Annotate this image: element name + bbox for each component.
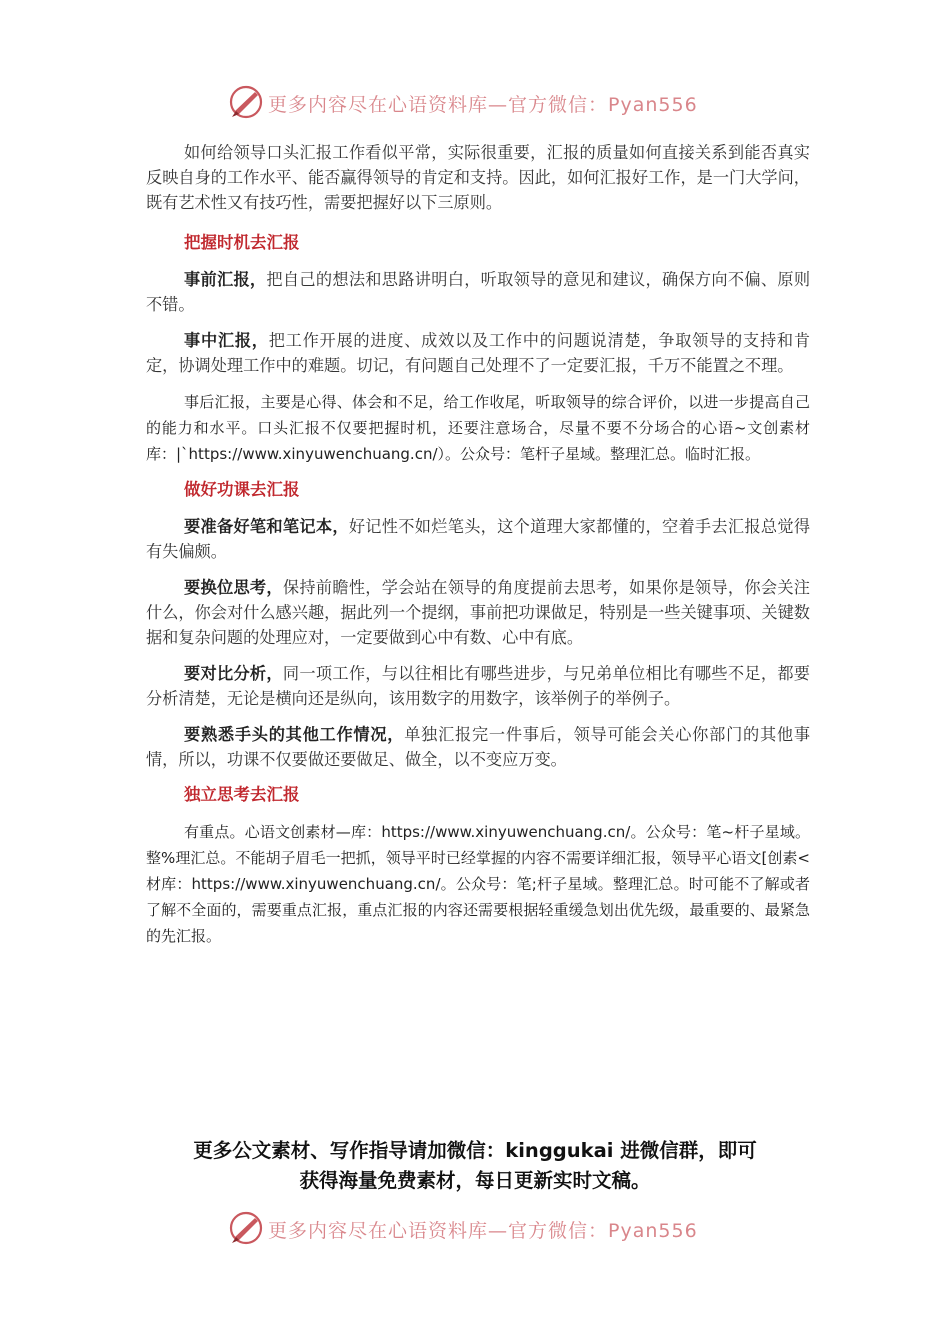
footer-brand-text	[268, 1216, 698, 1243]
footer-promo-line1: 更多公文素材、写作指导请加微信：kinggukai 进微信群，即可	[193, 1139, 757, 1162]
bottom-brand-footer	[0, 1210, 950, 1250]
item-lead: 要对比分析，	[184, 664, 283, 683]
pen-logo-icon	[228, 84, 264, 120]
pen-logo-icon	[228, 1210, 264, 1246]
item-lead: 要准备好笔和笔记本，	[184, 517, 349, 536]
section-item	[146, 722, 810, 772]
section-item	[146, 267, 810, 317]
section-item	[146, 328, 810, 378]
item-text: 把自己的想法和思路讲明白，听取领导的意见和建议，确保方向不偏、原则不错。	[146, 270, 811, 314]
section-heading: 做好功课去汇报	[184, 480, 300, 499]
intro-paragraph: 如何给领导口头汇报工作看似平常，实际很重要，汇报的质量如何直接关系到能否真实反映自身的工作水平、能否赢得领导的肯定和支持。因此，如何汇报好工作，是一门大学问，既有艺术性又有技巧性，需要把握好以下三原则。	[146, 143, 810, 212]
item-text: 保持前瞻性，学会站在领导的角度提前去思考，如果你是领导，你会关注什么，你会对什么感兴趣，据此列一个提纲，事前把功课做足，特别是一些关键事项、关键数据和复杂问题的处理应对，一定要做到心中有数、心中有底。	[146, 578, 810, 647]
item-lead: 要换位思考，	[184, 578, 283, 597]
item-text: 同一项工作，与以往相比有哪些进步，与兄弟单位相比有哪些不足，都要分析清楚，无论是横向还是纵向，该用数字的用数字，该举例子的举例子。	[146, 664, 810, 708]
section-note: 有重点。心语文创素材—库：https://www.xinyuwenchuang.cn/。公众号：笔~杆子星域。整%理汇总。不能胡子眉毛一把抓，领导平时已经掌握的内容不需要详细汇报，领导平心语文[创素<材库：https://www.xinyuwenchuang.cn/。公众号：笔;杆子星域。整理汇总。时可能不了解或者了解不全面的，需要重点汇报，重点汇报的内容还需要根据轻重缓急划出优先级，最重要的、最紧急的先汇报。	[146, 823, 810, 945]
section-heading: 把握时机去汇报	[184, 233, 300, 252]
footer-promo	[0, 1136, 950, 1196]
header-brand-label: 更多内容尽在心语资料库—官方微信：	[268, 94, 609, 116]
footer-brand-label: 更多内容尽在心语资料库—官方微信：	[268, 1220, 609, 1242]
item-text: 单独汇报完一件事后，领导可能会关心你部门的其他事情，所以，功课不仅要做还要做足、做全，以不变应万变。	[146, 725, 811, 769]
top-brand-header	[0, 84, 950, 124]
section-item	[146, 514, 810, 564]
section-heading: 独立思考去汇报	[184, 785, 300, 804]
header-wechat-id: Pyan556	[608, 94, 698, 116]
section-item	[146, 661, 810, 711]
item-text: 把工作开展的进度、成效以及工作中的问题说清楚，争取领导的支持和肯定，协调处理工作中的难题。切记，有问题自己处理不了一定要汇报，千万不能置之不理。	[146, 331, 811, 375]
header-brand-text	[268, 90, 698, 117]
item-lead: 要熟悉手头的其他工作情况，	[184, 725, 405, 744]
item-text: 好记性不如烂笔头，这个道理大家都懂的，空着手去汇报总觉得有失偏颇。	[146, 517, 811, 561]
section-note: 事后汇报，主要是心得、体会和不足，给工作收尾，听取领导的综合评价，以进一步提高自己的能力和水平。口头汇报不仅要把握时机，还要注意场合，尽量不要不分场合的心语~文创素材库：|`https://www.xinyuwenchuang.cn/）。公众号：笔杆子星域。整理汇总。临时汇报。	[146, 393, 810, 463]
section-item	[146, 575, 810, 650]
item-lead: 事中汇报，	[184, 331, 269, 350]
footer-wechat-id: Pyan556	[608, 1220, 698, 1242]
document-body	[146, 140, 810, 960]
item-lead: 事前汇报，	[184, 270, 267, 289]
footer-promo-line2: 获得海量免费素材，每日更新实时文稿。	[299, 1169, 651, 1192]
